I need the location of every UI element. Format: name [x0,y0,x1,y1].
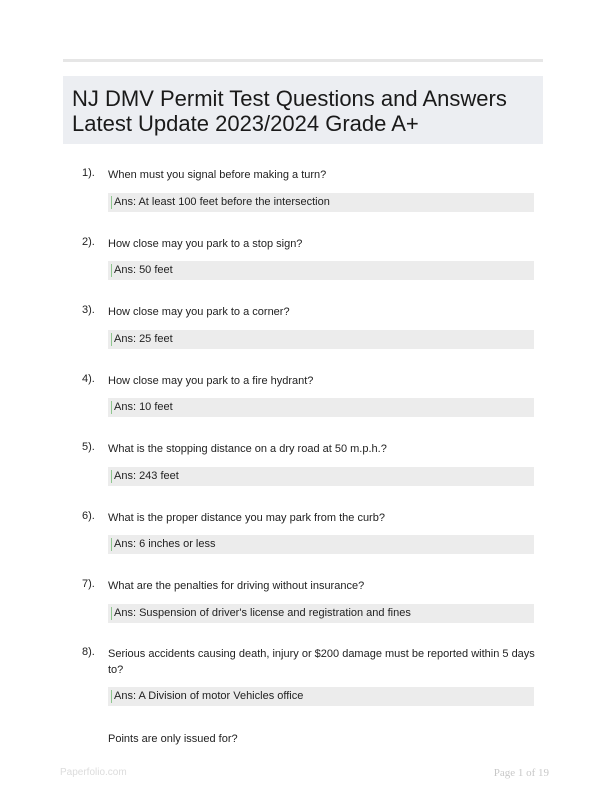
question-text: What is the proper distance you may park from the curb? [108,512,385,524]
answer-box [108,193,534,212]
answer-box [108,467,534,486]
page-indicator: Page 1 of 19 [493,767,549,779]
question-number: 4). [82,373,95,385]
question-text: Serious accidents causing death, injury or $200 damage must be reported within 5 days to? [108,648,535,676]
answer-text: Ans: 25 feet [114,333,173,345]
question-number: 6). [82,510,95,522]
answer-box [108,330,534,349]
question-number: 7). [82,578,95,590]
title-banner [63,76,543,144]
question-number: 3). [82,304,95,316]
answer-text: Ans: A Division of motor Vehicles office [114,690,304,702]
question-text: When must you signal before making a turn? [108,169,327,181]
question-text: How close may you park to a corner? [108,306,290,318]
question-text: Points are only issued for? [108,733,238,745]
top-divider [63,59,543,62]
answer-box [108,398,534,417]
answer-text: Ans: Suspension of driver's license and registration and fines [114,607,411,619]
question-number: 5). [82,441,95,453]
page-title-line-1: NJ DMV Permit Test Questions and Answers [72,86,507,111]
answer-box [108,687,534,706]
question-text: What are the penalties for driving without insurance? [108,580,365,592]
answer-text: Ans: 243 feet [114,470,179,482]
answer-text: Ans: 6 inches or less [114,538,216,550]
question-number: 2). [82,236,95,248]
answer-text: Ans: At least 100 feet before the intersection [114,196,330,208]
page-title-line-2: Latest Update 2023/2024 Grade A+ [72,111,419,136]
answer-text: Ans: 10 feet [114,401,173,413]
footer-watermark: Paperfolio.com [60,767,127,778]
answer-box [108,261,534,280]
question-number: 8). [82,646,95,658]
question-text: How close may you park to a fire hydrant? [108,375,314,387]
answer-box [108,604,534,623]
answer-box [108,535,534,554]
question-text: What is the stopping distance on a dry road at 50 m.p.h.? [108,443,387,455]
answer-text: Ans: 50 feet [114,264,173,276]
question-number: 1). [82,167,95,179]
question-text: How close may you park to a stop sign? [108,238,303,250]
